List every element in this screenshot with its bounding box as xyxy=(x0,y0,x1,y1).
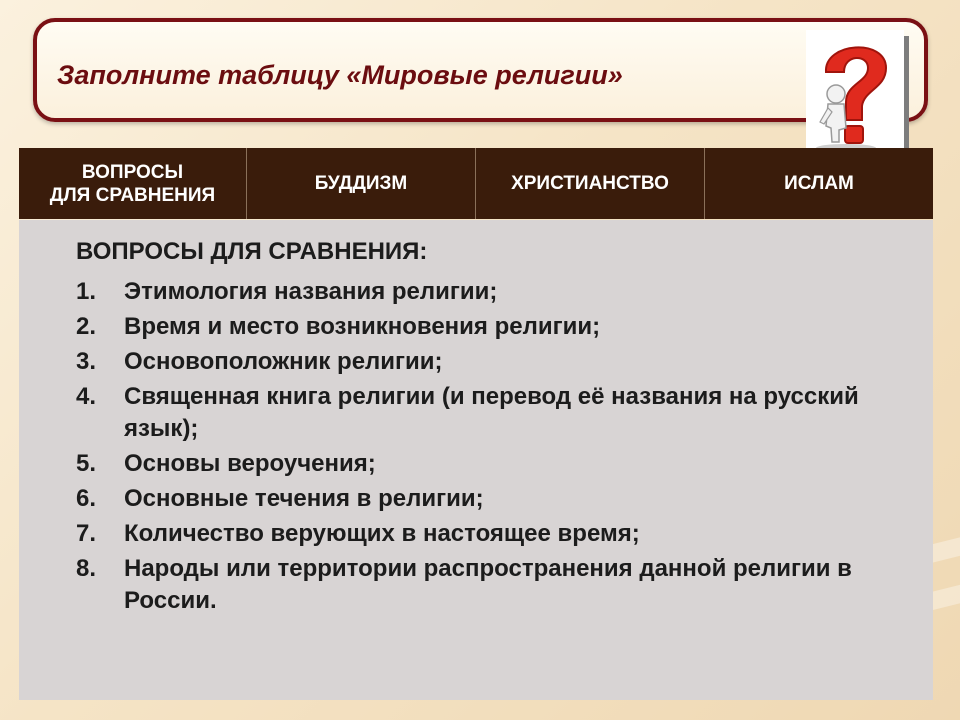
item-text: Основные течения в религии; xyxy=(124,485,484,512)
header-cell-buddhism: БУДДИЗМ xyxy=(247,148,476,219)
item-text: Основы вероучения; xyxy=(124,450,376,477)
item-number: 4. xyxy=(76,383,97,410)
header-cell-questions: ВОПРОСЫ ДЛЯ СРАВНЕНИЯ xyxy=(19,148,247,219)
table-header xyxy=(19,148,933,219)
header-cell-islam: ИСЛАМ xyxy=(784,173,854,194)
item-number: 2. xyxy=(76,313,97,340)
list-item xyxy=(76,311,896,343)
list-item xyxy=(76,448,896,480)
question-mark-svg xyxy=(806,30,904,158)
title-box xyxy=(33,18,928,122)
question-mark-figure-icon xyxy=(806,30,904,158)
item-number: 6. xyxy=(76,485,97,512)
slide-title: Заполните таблицу «Мировые религии» xyxy=(57,60,623,90)
item-number: 3. xyxy=(76,348,97,375)
item-text: Основоположник религии; xyxy=(124,348,443,375)
item-text: Этимология названия религии; xyxy=(124,278,498,305)
item-number: 7. xyxy=(76,520,97,547)
list-item xyxy=(76,483,896,515)
item-text: Количество верующих в настоящее время; xyxy=(124,520,640,547)
list-item xyxy=(76,553,896,617)
header-cell-christianity: ХРИСТИАНСТВО xyxy=(476,148,705,219)
questions-panel xyxy=(19,220,933,700)
list-item xyxy=(76,276,896,308)
questions-list xyxy=(76,276,896,620)
item-number: 5. xyxy=(76,450,97,477)
list-item xyxy=(76,346,896,378)
questions-heading: ВОПРОСЫ ДЛЯ СРАВНЕНИЯ: xyxy=(76,238,428,265)
item-text: Народы или территории распространения данной религии в России. xyxy=(124,555,852,614)
item-text: Священная книга религии (и перевод её названия на русский язык); xyxy=(124,383,859,442)
list-item xyxy=(76,381,896,445)
list-item xyxy=(76,518,896,550)
item-number: 1. xyxy=(76,278,97,305)
item-text: Время и место возникновения религии; xyxy=(124,313,601,340)
item-number: 8. xyxy=(76,555,97,582)
